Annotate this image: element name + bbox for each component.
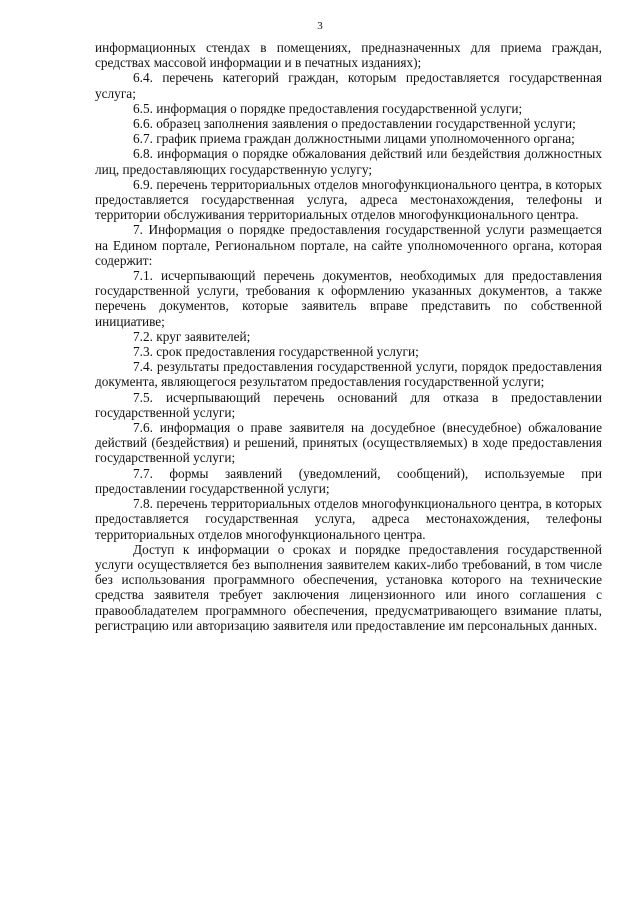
paragraph-6-7: 6.7. график приема граждан должностными лицами уполномоченного органа; bbox=[133, 131, 575, 147]
paragraph-6-8: 6.8. информация о порядке обжалования действий или бездействия должностных лиц, предоставляющих государственную услугу; bbox=[95, 146, 602, 177]
paragraph-7-2: 7.2. круг заявителей; bbox=[133, 328, 251, 344]
document-body bbox=[95, 40, 602, 633]
paragraph-6-4: 6.4. перечень категорий граждан, которым предоставляется государственная услуга; bbox=[95, 70, 602, 101]
paragraph-7-4: 7.4. результаты предоставления государственной услуги, порядок предоставления документа, являющегося результатом предоставления государственной услуги; bbox=[95, 359, 602, 390]
paragraph-7-7: 7.7. формы заявлений (уведомлений, сообщений), используемые при предоставлении государственной услуги; bbox=[95, 465, 602, 496]
page-number: 3 bbox=[317, 20, 323, 32]
paragraph-7: 7. Информация о порядке предоставления государственной услуги размещается на Едином портале, Региональном портале, на сайте уполномоченного органа, которая содержит: bbox=[95, 222, 602, 268]
paragraph-access: Доступ к информации о сроках и порядке предоставления государственной услуги осуществляется без выполнения заявителем каких-либо требований, в том числе без использования программного обеспечения, установка которого на технические средства заявителя требует заключения лицензионного или иного соглашения с правообладателем программного обеспечения, предусматривающего взимание платы, регистрацию или авторизацию заявителя или предоставление им персональных данных. bbox=[95, 541, 602, 633]
paragraph-6-9: 6.9. перечень территориальных отделов многофункционального центра, в которых предоставляется государственная услуга, адреса местонахождения, телефоны и территории обслуживания территориальных отделов многофункционального центра. bbox=[95, 176, 602, 223]
paragraph-6-6: 6.6. образец заполнения заявления о предоставлении государственной услуги; bbox=[133, 116, 576, 132]
paragraph-7-6: 7.6. информация о праве заявителя на досудебное (внесудебное) обжалование действий (бездействия) и решений, принятых (осуществляемых) в ходе предоставления государственной услуги; bbox=[95, 420, 602, 466]
paragraph-7-3: 7.3. срок предоставления государственной услуги; bbox=[133, 344, 419, 360]
paragraph-stands-continuation: информационных стендах в помещениях, предназначенных для приема граждан, средствах массовой информации и в печатных изданиях); bbox=[95, 40, 602, 71]
paragraph-7-8: 7.8. перечень территориальных отделов многофункционального центра, в которых предоставляется государственная услуга, адреса местонахождения, телефоны территориальных отделов многофункционального центра. bbox=[95, 496, 602, 542]
paragraph-7-5: 7.5. исчерпывающий перечень оснований для отказа в предоставлении государственной услуги; bbox=[95, 389, 602, 420]
paragraph-6-5: 6.5. информация о порядке предоставления государственной услуги; bbox=[133, 100, 523, 116]
paragraph-7-1: 7.1. исчерпывающий перечень документов, необходимых для предоставления государственной услуги, требования к оформлению указанных документов, а также перечень документов, которые заявитель вправе представить по собственной инициативе; bbox=[95, 268, 602, 329]
